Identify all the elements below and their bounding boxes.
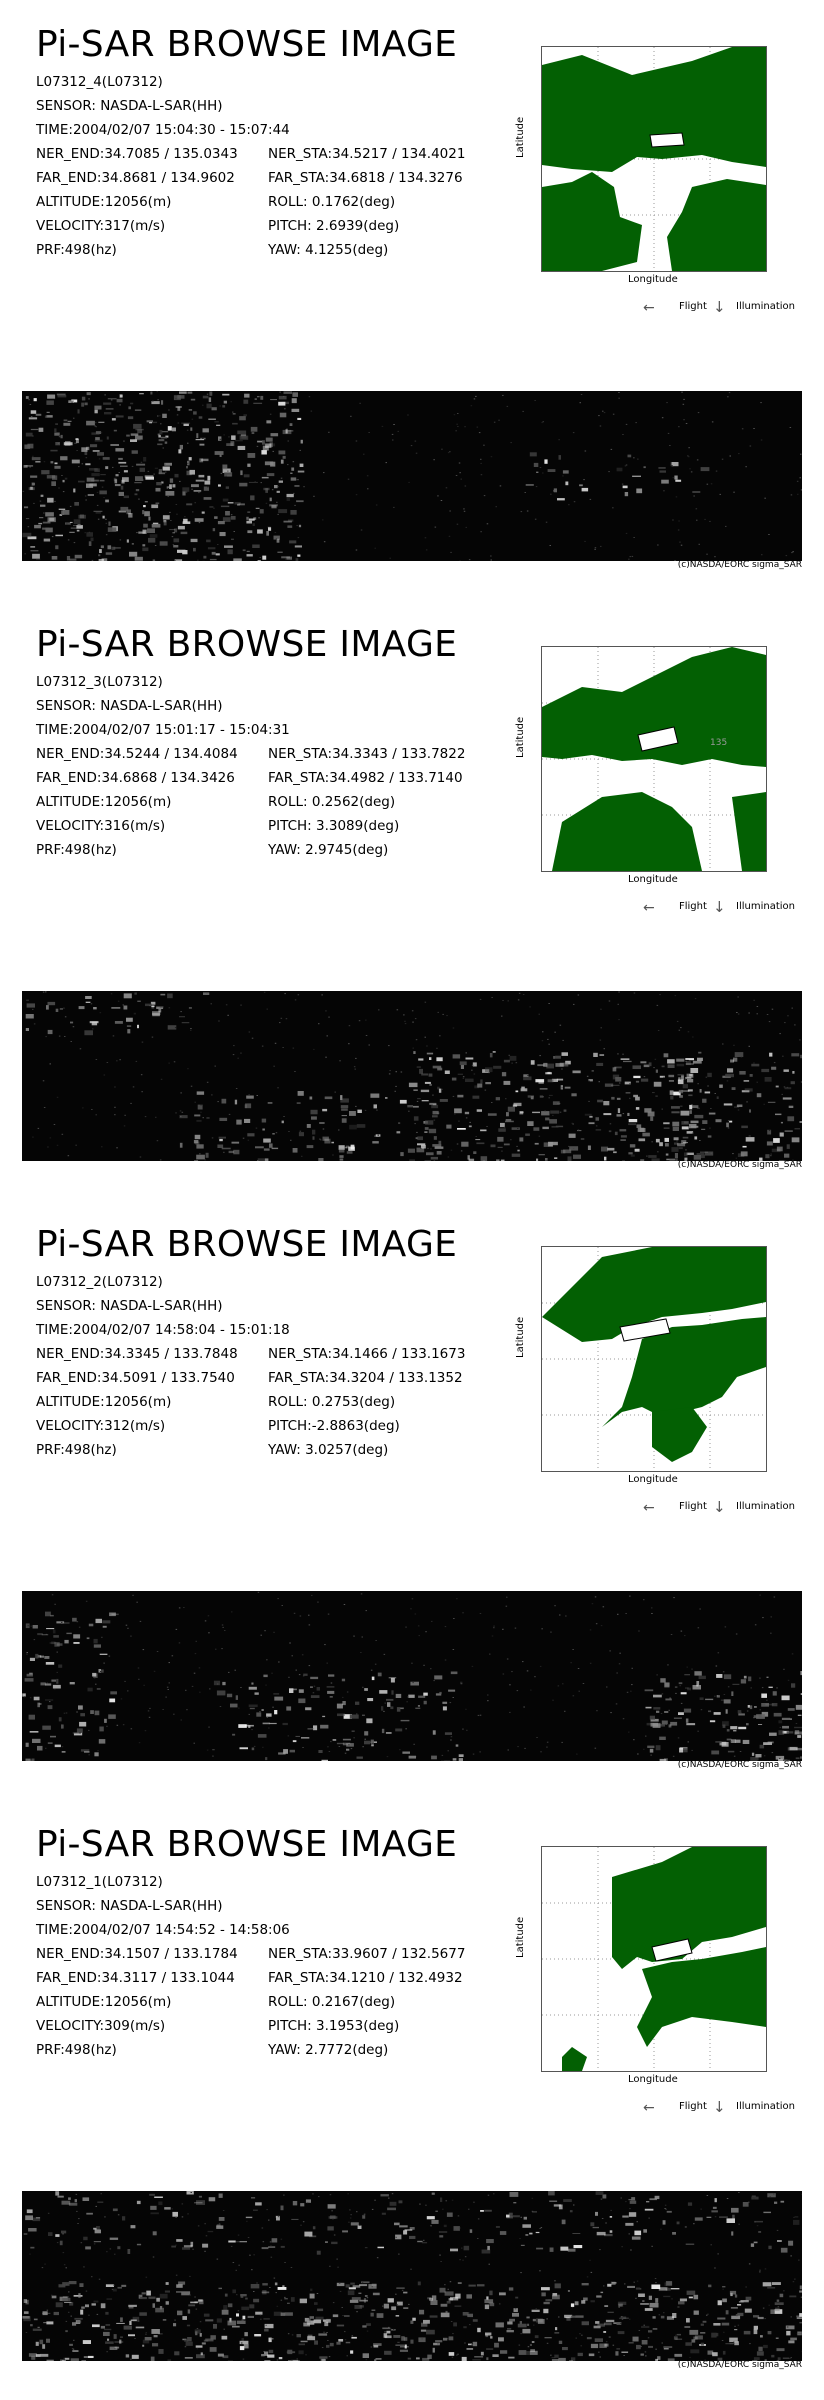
record-id: L07312_1(L07312): [36, 1874, 163, 1890]
prf-text: PRF:498(hz): [36, 1442, 117, 1458]
roll-text: ROLL: 0.2753(deg): [268, 1394, 395, 1410]
far-end-text: FAR_END:34.6868 / 134.3426: [36, 770, 235, 786]
arrow-left-icon: ←: [643, 2100, 655, 2116]
flight-label: Flight: [679, 1501, 707, 1512]
copyright-credit: (c)NASDA/EORC sigma_SAR: [678, 2360, 802, 2370]
copyright-credit: (c)NASDA/EORC sigma_SAR: [678, 1760, 802, 1770]
sar-image-strip: [22, 1591, 802, 1761]
map-latitude-label: Latitude: [515, 1317, 526, 1358]
map-longitude-label: Longitude: [628, 874, 678, 885]
location-map: [541, 1246, 767, 1472]
altitude-text: ALTITUDE:12056(m): [36, 194, 171, 210]
near-start-text: NER_STA:34.3343 / 133.7822: [268, 746, 465, 762]
copyright-credit: (c)NASDA/EORC sigma_SAR: [678, 560, 802, 570]
altitude-text: ALTITUDE:12056(m): [36, 1394, 171, 1410]
prf-text: PRF:498(hz): [36, 242, 117, 258]
sensor-text: SENSOR: NASDA-L-SAR(HH): [36, 98, 223, 114]
time-text: TIME:2004/02/07 15:04:30 - 15:07:44: [36, 122, 290, 138]
velocity-text: VELOCITY:317(m/s): [36, 218, 165, 234]
altitude-text: ALTITUDE:12056(m): [36, 1994, 171, 2010]
sensor-text: SENSOR: NASDA-L-SAR(HH): [36, 1298, 223, 1314]
near-start-text: NER_STA:34.5217 / 134.4021: [268, 146, 465, 162]
land-mass: [667, 179, 766, 271]
pitch-text: PITCH: 3.1953(deg): [268, 2018, 399, 2034]
arrow-down-icon: ↓: [713, 2098, 726, 2116]
pitch-text: PITCH: 2.6939(deg): [268, 218, 399, 234]
arrow-down-icon: ↓: [713, 298, 726, 316]
map-latitude-label: Latitude: [515, 117, 526, 158]
altitude-text: ALTITUDE:12056(m): [36, 794, 171, 810]
velocity-text: VELOCITY:316(m/s): [36, 818, 165, 834]
yaw-text: YAW: 3.0257(deg): [268, 1442, 388, 1458]
far-start-text: FAR_STA:34.3204 / 133.1352: [268, 1370, 463, 1386]
roll-text: ROLL: 0.2167(deg): [268, 1994, 395, 2010]
prf-text: PRF:498(hz): [36, 2042, 117, 2058]
roll-text: ROLL: 0.2562(deg): [268, 794, 395, 810]
record-id: L07312_4(L07312): [36, 74, 163, 90]
land-mass: [542, 172, 642, 271]
pitch-text: PITCH:-2.8863(deg): [268, 1418, 400, 1434]
arrow-down-icon: ↓: [713, 898, 726, 916]
record-id: L07312_2(L07312): [36, 1274, 163, 1290]
sensor-text: SENSOR: NASDA-L-SAR(HH): [36, 698, 223, 714]
location-map: [541, 46, 767, 272]
page-title: Pi-SAR BROWSE IMAGE: [36, 1224, 457, 1265]
illumination-label: Illumination: [736, 1501, 795, 1512]
far-end-text: FAR_END:34.3117 / 133.1044: [36, 1970, 235, 1986]
flight-legend: [643, 298, 803, 316]
map-longitude-label: Longitude: [628, 2074, 678, 2085]
far-end-text: FAR_END:34.5091 / 133.7540: [36, 1370, 235, 1386]
illumination-label: Illumination: [736, 301, 795, 312]
land-mass: [562, 2047, 587, 2071]
record-id: L07312_3(L07312): [36, 674, 163, 690]
map-latitude-label: Latitude: [515, 717, 526, 758]
land-mass: [542, 47, 766, 172]
velocity-text: VELOCITY:309(m/s): [36, 2018, 165, 2034]
flight-legend: [643, 2098, 803, 2116]
browse-record: [0, 1200, 824, 1800]
flight-label: Flight: [679, 2101, 707, 2112]
flight-footprint: [650, 133, 684, 147]
near-start-text: NER_STA:34.1466 / 133.1673: [268, 1346, 465, 1362]
arrow-left-icon: ←: [643, 900, 655, 916]
sar-image-strip: [22, 391, 802, 561]
illumination-label: Illumination: [736, 2101, 795, 2112]
far-start-text: FAR_STA:34.1210 / 132.4932: [268, 1970, 463, 1986]
land-mass: [542, 647, 766, 767]
land-mass: [637, 1947, 766, 2047]
sensor-text: SENSOR: NASDA-L-SAR(HH): [36, 1898, 223, 1914]
yaw-text: YAW: 2.9745(deg): [268, 842, 388, 858]
land-mass: [732, 792, 766, 871]
near-end-text: NER_END:34.1507 / 133.1784: [36, 1946, 238, 1962]
time-text: TIME:2004/02/07 15:01:17 - 15:04:31: [36, 722, 290, 738]
sar-image-strip: [22, 2191, 802, 2361]
time-text: TIME:2004/02/07 14:54:52 - 14:58:06: [36, 1922, 290, 1938]
flight-legend: [643, 898, 803, 916]
flight-legend: [643, 1498, 803, 1516]
near-end-text: NER_END:34.5244 / 134.4084: [36, 746, 238, 762]
near-start-text: NER_STA:33.9607 / 132.5677: [268, 1946, 465, 1962]
arrow-down-icon: ↓: [713, 1498, 726, 1516]
page-title: Pi-SAR BROWSE IMAGE: [36, 24, 457, 65]
flight-label: Flight: [679, 901, 707, 912]
map-tick-label: 135: [710, 738, 727, 748]
flight-label: Flight: [679, 301, 707, 312]
far-end-text: FAR_END:34.8681 / 134.9602: [36, 170, 235, 186]
yaw-text: YAW: 2.7772(deg): [268, 2042, 388, 2058]
map-latitude-label: Latitude: [515, 1917, 526, 1958]
far-start-text: FAR_STA:34.6818 / 134.3276: [268, 170, 463, 186]
far-start-text: FAR_STA:34.4982 / 133.7140: [268, 770, 463, 786]
sar-image-strip: [22, 991, 802, 1161]
map-longitude-label: Longitude: [628, 1474, 678, 1485]
browse-record: [0, 600, 824, 1200]
arrow-left-icon: ←: [643, 1500, 655, 1516]
browse-record: [0, 1800, 824, 2400]
near-end-text: NER_END:34.7085 / 135.0343: [36, 146, 238, 162]
location-map: [541, 646, 767, 872]
map-longitude-label: Longitude: [628, 274, 678, 285]
illumination-label: Illumination: [736, 901, 795, 912]
velocity-text: VELOCITY:312(m/s): [36, 1418, 165, 1434]
arrow-left-icon: ←: [643, 300, 655, 316]
browse-record: [0, 0, 824, 600]
page-title: Pi-SAR BROWSE IMAGE: [36, 624, 457, 665]
time-text: TIME:2004/02/07 14:58:04 - 15:01:18: [36, 1322, 290, 1338]
roll-text: ROLL: 0.1762(deg): [268, 194, 395, 210]
page-title: Pi-SAR BROWSE IMAGE: [36, 1824, 457, 1865]
location-map: [541, 1846, 767, 2072]
copyright-credit: (c)NASDA/EORC sigma_SAR: [678, 1160, 802, 1170]
yaw-text: YAW: 4.1255(deg): [268, 242, 388, 258]
near-end-text: NER_END:34.3345 / 133.7848: [36, 1346, 238, 1362]
prf-text: PRF:498(hz): [36, 842, 117, 858]
pitch-text: PITCH: 3.3089(deg): [268, 818, 399, 834]
land-mass: [552, 792, 702, 871]
